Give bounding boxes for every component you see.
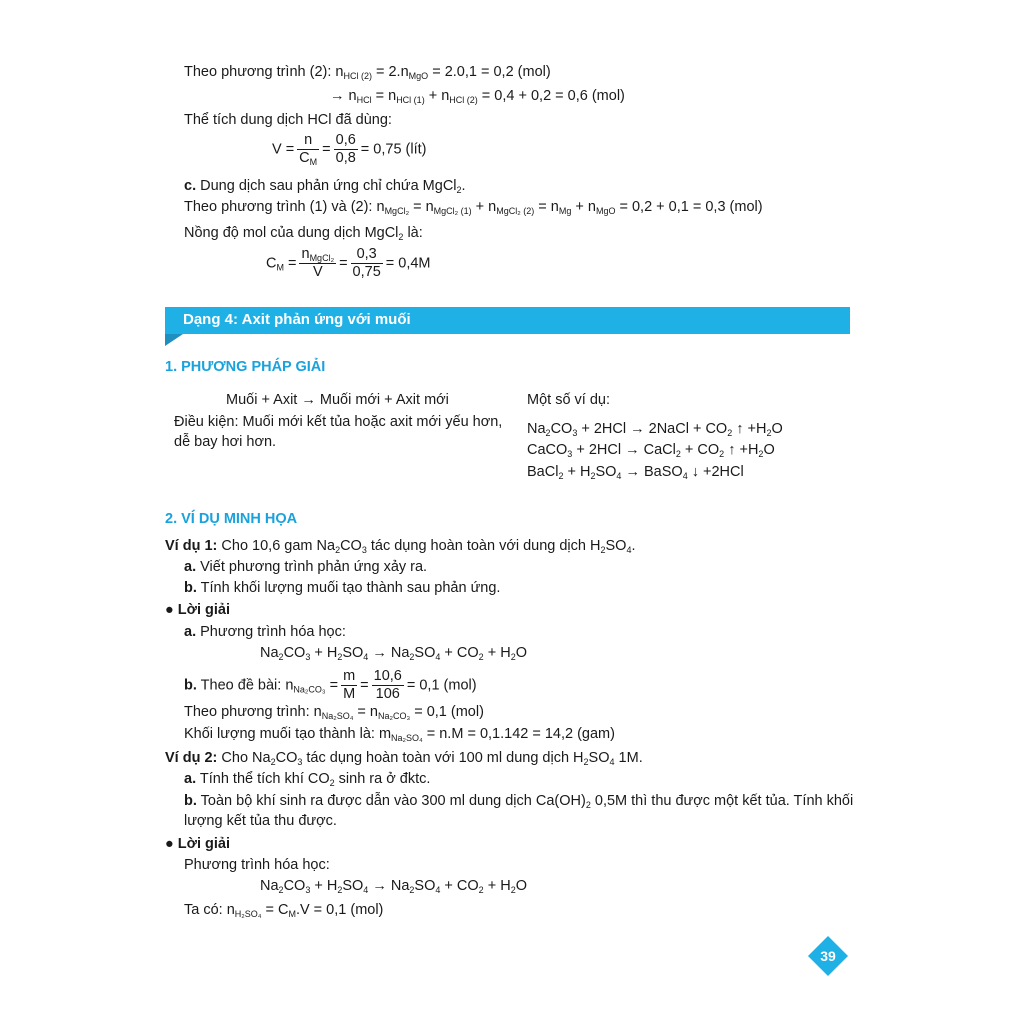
- example-1-label: Ví dụ 1:: [165, 538, 218, 554]
- text-c: Dung dịch sau phản ứng chỉ chứa MgCl: [200, 178, 457, 194]
- example-2-b: b. Toàn bộ khí sinh ra được dẫn vào 300 ml dung dịch $Ca(OH)_2$ 0,5M thì thu được một kết tủa. Tính khối: [184, 793, 854, 810]
- line-nhcl-total: → $n_{HCl} = n_{HCl (1)} + n_{HCl (2)} = 0,4 + 0,2 = 0,6$ (mol): [330, 88, 625, 105]
- label-a: a.: [184, 771, 197, 787]
- line-nong-do: Nồng độ mol của dung dịch MgCl$_2$ là:: [184, 225, 423, 242]
- page-number: 39: [820, 948, 836, 964]
- text-b: Tính khối lượng muối tạo thành sau phản ứng.: [200, 580, 501, 596]
- example-eq-3: BaCl$_2$ + $H_2SO_4$ → BaSO$_4$ ↓ +2HCl: [527, 464, 744, 481]
- text-a: Tính thể tích khí CO: [199, 771, 330, 787]
- text-b: Theo đề bài:: [200, 677, 282, 694]
- section-2-heading: 2. VÍ DỤ MINH HỌA: [165, 511, 298, 527]
- example-eq-1: $Na_2CO_3 + 2HCl$ → 2NaCl + $CO_2$ ↑ $+H_2O$: [527, 421, 783, 438]
- label-a: a.: [184, 559, 197, 575]
- example-2-text-2: tác dụng hoàn toàn với 100 ml dung dịch H: [306, 750, 584, 766]
- text-b-2: 0,5M thì thu được một kết tủa. Tính khối: [594, 793, 854, 809]
- text-nong-do: Nồng độ mol của dung dịch MgCl: [184, 225, 399, 241]
- formula-volume: V = $\frac{n}{C_M}$ = $\frac{0,6}{0,8}$ = 0,75 (lít): [272, 132, 427, 167]
- line-the-tich: Thể tích dung dịch HCl đã dùng:: [184, 112, 392, 128]
- text-b: Toàn bộ khí sinh ra được dẫn vào 300 ml dung dịch Ca(OH): [200, 793, 586, 809]
- method-equation: Muối + Axit → Muối mới + Axit mới: [226, 392, 449, 408]
- text-ta-co: Ta có:: [184, 902, 223, 918]
- condition-line-2: dễ bay hơi hơn.: [174, 434, 277, 450]
- formula-cm: $C_M$ = $\frac{n_{MgCl_2}}{V}$ = $\frac{0,3}{0,75}$ = 0,4M: [266, 246, 431, 280]
- label-b: b.: [184, 793, 197, 809]
- examples-title: Một số ví dụ:: [527, 392, 611, 408]
- example-2-text: Cho Na: [221, 750, 271, 766]
- solution-2-b: Ta có: $n_{H_2SO_4} = C_M.V = 0,1$ (mol): [184, 902, 384, 919]
- example-1-b: [184, 579, 500, 597]
- text-a: Viết phương trình phản ứng xảy ra.: [200, 559, 428, 575]
- solution-heading-2: ● Lời giải: [165, 836, 230, 852]
- example-2: Ví dụ 2: Cho $Na_2CO_3$ tác dụng hoàn toàn với 100 ml dung dịch $H_2SO_4$ 1M.: [165, 750, 643, 767]
- banner-title: Dạng 4: Axit phản ứng với muối: [183, 311, 411, 328]
- example-1-a: [184, 558, 427, 576]
- text-la: là:: [407, 225, 423, 241]
- example-1: Ví dụ 1: Cho 10,6 gam $Na_2CO_3$ tác dụng hoàn toàn với dung dịch $H_2SO_4$.: [165, 538, 636, 555]
- equation-2: $Na_2CO_3 + H_2SO_4 \to Na_2SO_4 + CO_2 + H_2O$: [260, 878, 527, 895]
- example-2-a: a. Tính thể tích khí $CO_2$ sinh ra ở đktc.: [184, 771, 431, 788]
- solution-1-b: b. Theo đề bài: $n_{Na_2CO_3}$ = $\frac{m}{M}$ = $\frac{10,6}{106}$ = 0,1 (mol): [184, 668, 477, 702]
- example-1-text-2: tác dụng hoàn toàn với dung dịch H: [370, 538, 601, 554]
- text-khoi-luong: Khối lượng muối tạo thành là:: [184, 726, 375, 742]
- example-2-b-cont: lượng kết tủa thu được.: [184, 813, 337, 829]
- line-theo-pt2: Theo phương trình (2): $n_{HCl (2)} = 2.n_{MgO} = 2.0,1 = 0,2$ (mol): [184, 64, 551, 81]
- text-theo-pt: Theo phương trình:: [184, 704, 310, 720]
- text-theo-pt12: Theo phương trình (1) và (2):: [184, 199, 373, 215]
- text-a-2: sinh ra ở đktc.: [338, 771, 431, 787]
- text-theo-pt2: Theo phương trình (2):: [184, 64, 332, 80]
- solution-heading-1: ● Lời giải: [165, 602, 230, 618]
- condition-line-1: Điều kiện: Muối mới kết tủa hoặc axit mới yếu hơn,: [174, 414, 503, 430]
- label-a: a.: [184, 624, 197, 640]
- line-c: c. Dung dịch sau phản ứng chỉ chứa MgCl$_2$.: [184, 178, 466, 195]
- text-a: Phương trình hóa học:: [200, 624, 346, 640]
- section-1-heading: 1. PHƯƠNG PHÁP GIẢI: [165, 359, 326, 375]
- page-number-badge: [808, 936, 848, 976]
- label-b: b.: [184, 580, 197, 596]
- solution-2-a: Phương trình hóa học:: [184, 857, 330, 873]
- banner-tail: [165, 334, 183, 346]
- solution-1-c: Theo phương trình: $n_{Na_2SO_4} = n_{Na_2CO_3} = 0,1$ (mol): [184, 704, 484, 721]
- example-1-text: Cho 10,6 gam Na: [221, 538, 336, 554]
- label-b: b.: [184, 677, 197, 694]
- example-eq-2: CaCO$_3$ + 2HCl → CaCl$_2$ + $CO_2$ ↑ $+H_2O$: [527, 442, 775, 459]
- example-2-text-3: 1M.: [618, 750, 643, 766]
- solution-1-d: Khối lượng muối tạo thành là: $m_{Na_2SO_4} = n.M = 0,1.142 = 14,2$ (gam): [184, 726, 615, 743]
- solution-1-a: [184, 623, 346, 641]
- equation-1: $Na_2CO_3 + H_2SO_4 \to Na_2SO_4 + CO_2 + H_2O$: [260, 645, 527, 662]
- label-c: c.: [184, 178, 197, 194]
- example-2-label: Ví dụ 2:: [165, 750, 218, 766]
- line-theo-pt12: Theo phương trình (1) và (2): $n_{MgCl_2} = n_{MgCl_2 (1)} + n_{MgCl_2 (2)} = n_{Mg} + n_{MgO} = 0,2 + 0,1 = 0,3$ (mol): [184, 199, 763, 216]
